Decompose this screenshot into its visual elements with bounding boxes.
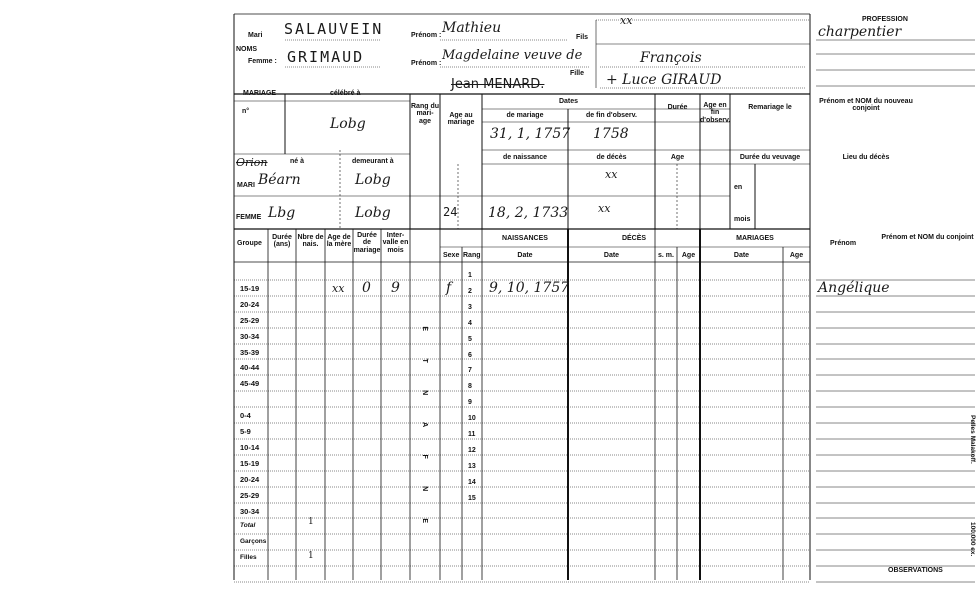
rank-label: 4 <box>468 319 472 327</box>
femme-row-label: FEMME <box>236 214 262 221</box>
duree-mariage-label: Durée de mariage <box>353 232 381 254</box>
enfants-letter: E <box>421 326 429 332</box>
femme-label: Femme : <box>248 58 277 65</box>
rang-label: Rang <box>463 252 481 259</box>
enfants-letter: N <box>421 486 429 492</box>
rank-label: 10 <box>468 415 476 423</box>
group-label: Filles <box>240 554 257 562</box>
francois-value[interactable]: François <box>640 50 702 66</box>
duree-ans-label: Durée (ans) <box>272 234 292 249</box>
total-value[interactable]: 1 <box>308 517 314 527</box>
femme-demeurant[interactable]: Lobg <box>355 205 391 221</box>
mari-origin[interactable]: Béarn <box>258 172 301 188</box>
rank-label: 7 <box>468 367 472 375</box>
group-label: 20-24 <box>240 299 260 309</box>
nbre-label: Nbre de nais. <box>297 234 324 249</box>
deces-label: de décès <box>596 154 627 161</box>
group-label: 15-19 <box>240 458 260 468</box>
sm-label: s. m. <box>658 252 674 259</box>
demeurant-label: demeurant à <box>352 158 394 165</box>
dates-label: Dates <box>558 98 579 105</box>
mari-demeurant[interactable]: Lobg <box>355 172 391 188</box>
mari-prenom[interactable]: Mathieu <box>442 20 502 36</box>
rank-label: 6 <box>468 351 472 359</box>
child-intervalle[interactable]: 9 <box>391 280 400 296</box>
mariages-label: MARIAGES <box>736 235 774 242</box>
intervalle-label: Inter-valle en mois <box>382 232 409 254</box>
deces-table-label: DÉCÈS <box>621 235 647 242</box>
prenom-nom-nouveau-label: Prénom et NOM du nouveau conjoint <box>819 98 913 113</box>
naissance-date-label: Date <box>517 252 533 259</box>
remariage-label: Remariage le <box>748 104 792 111</box>
groupe-label: Groupe <box>237 240 262 247</box>
mariages-date-label: Date <box>733 252 750 259</box>
filles-value[interactable]: 1 <box>308 551 314 561</box>
fils-value[interactable]: xx <box>620 14 633 27</box>
child-age-mere[interactable]: xx <box>332 282 345 295</box>
prenom-enfant-label: Prénom <box>830 240 857 247</box>
mari-prefix[interactable]: Orion <box>236 156 268 169</box>
date-mariage-label: de mariage <box>506 112 544 119</box>
child-sexe[interactable]: f <box>446 280 452 296</box>
femme-prenom[interactable]: Magdelaine veuve de <box>442 48 583 63</box>
profession-label: PROFESSION <box>862 16 908 23</box>
rank-label: 1 <box>468 272 472 279</box>
group-label: 0-4 <box>240 411 251 421</box>
fils-label: Fils <box>576 34 589 41</box>
group-label: 5-9 <box>240 427 251 436</box>
femme-prenom-2[interactable]: Jean MENARD. <box>451 77 545 92</box>
age-col-label: Age <box>670 154 685 161</box>
group-label: 25-29 <box>240 315 260 325</box>
rank-label: 14 <box>468 478 476 486</box>
deces-age-label: Age <box>681 252 696 259</box>
group-label: Total <box>240 522 256 530</box>
group-label: 30-34 <box>240 331 260 341</box>
rank-label: 9 <box>468 399 472 407</box>
printer-credit: Pelles Malakoff. <box>969 415 976 464</box>
rank-label: 8 <box>468 383 472 391</box>
lieu-deces-label: Lieu du décès <box>842 154 890 161</box>
fille-label: Fille <box>570 70 585 77</box>
age-mariage-label: Age au mariage <box>447 112 475 127</box>
duree-veuvage-label: Durée du veuvage <box>739 154 801 161</box>
mari-prenom-label: Prénom : <box>411 32 442 39</box>
rank-label: 11 <box>468 431 476 438</box>
femme-naissance[interactable]: 18, 2, 1733 <box>488 205 569 221</box>
marriage-place[interactable]: Lobg <box>330 116 366 132</box>
deces-date-label: Date <box>603 252 620 259</box>
rank-label: 2 <box>468 287 472 295</box>
naissance-label: de naissance <box>503 154 547 161</box>
date-mariage[interactable]: 31, 1, 1757 <box>490 126 571 142</box>
en-label: en <box>734 184 743 191</box>
mari-row-label: MARI <box>237 182 255 189</box>
profession-value[interactable]: charpentier <box>818 24 902 40</box>
mois-label: mois <box>734 216 751 223</box>
femme-ne[interactable]: Lbg <box>268 205 296 221</box>
child-duree-mariage[interactable]: 0 <box>362 280 371 296</box>
date-fin-observ[interactable]: 1758 <box>593 126 629 142</box>
group-label: 15-19 <box>240 283 260 293</box>
mariage-label: MARIAGE <box>243 90 277 97</box>
mariages-age-label: Age <box>789 252 804 259</box>
fin-obs-label: de fin d'observ. <box>586 112 637 119</box>
celebre-label: célébré à <box>330 90 361 97</box>
no-label: n° <box>242 108 250 115</box>
femme-deces[interactable]: xx <box>598 202 611 215</box>
sexe-label: Sexe <box>443 252 460 259</box>
ne-a-label: né à <box>290 158 305 165</box>
group-label: 20-24 <box>240 474 260 484</box>
group-label: 10-14 <box>240 442 260 452</box>
enfants-letter: E <box>421 518 429 524</box>
child-date-naissance[interactable]: 9, 10, 1757 <box>489 280 570 296</box>
femme-name[interactable]: GRIMAUD <box>287 48 365 66</box>
group-label: 45-49 <box>240 379 260 389</box>
observations-label: OBSERVATIONS <box>888 567 943 574</box>
femme-age[interactable]: 24 <box>443 205 458 219</box>
duree-label: Durée <box>667 104 688 111</box>
mari-name[interactable]: SALAUVEIN <box>284 20 384 38</box>
group-label: 35-39 <box>240 347 260 357</box>
enfants-letter: F <box>420 454 428 459</box>
print-run: 100.000 ex. <box>969 522 976 557</box>
naissances-label: NAISSANCES <box>502 235 548 242</box>
rank-label: 15 <box>468 494 476 502</box>
enfants-letter: T <box>420 358 428 363</box>
age-fin-label: Age en fin d'observ. <box>700 102 731 124</box>
rank-label: 3 <box>468 303 472 311</box>
child-prenom[interactable]: Angélique <box>818 280 890 296</box>
group-label: 25-29 <box>240 490 260 500</box>
femme-prenom-label: Prénom : <box>411 60 442 67</box>
parents-femme[interactable]: + Luce GIRAUD <box>606 72 722 88</box>
age-mere-label: Age de la mère <box>326 234 352 249</box>
group-label: 40-44 <box>240 363 260 373</box>
enfants-letter: N <box>421 390 429 396</box>
prenom-nom-conjoint-label: Prénom et NOM du conjoint <box>881 234 974 241</box>
mari-label: Mari <box>248 32 263 39</box>
enfants-letter: A <box>421 422 429 428</box>
rank-label: 13 <box>468 462 476 470</box>
noms-label: NOMS <box>236 46 257 53</box>
mari-deces[interactable]: xx <box>605 168 618 181</box>
rang-mariage-label: Rang du mari-age <box>411 103 439 125</box>
group-label: Garçons <box>240 538 267 546</box>
rank-label: 12 <box>468 446 476 454</box>
group-label: 30-34 <box>240 506 260 516</box>
rank-label: 5 <box>468 335 472 343</box>
